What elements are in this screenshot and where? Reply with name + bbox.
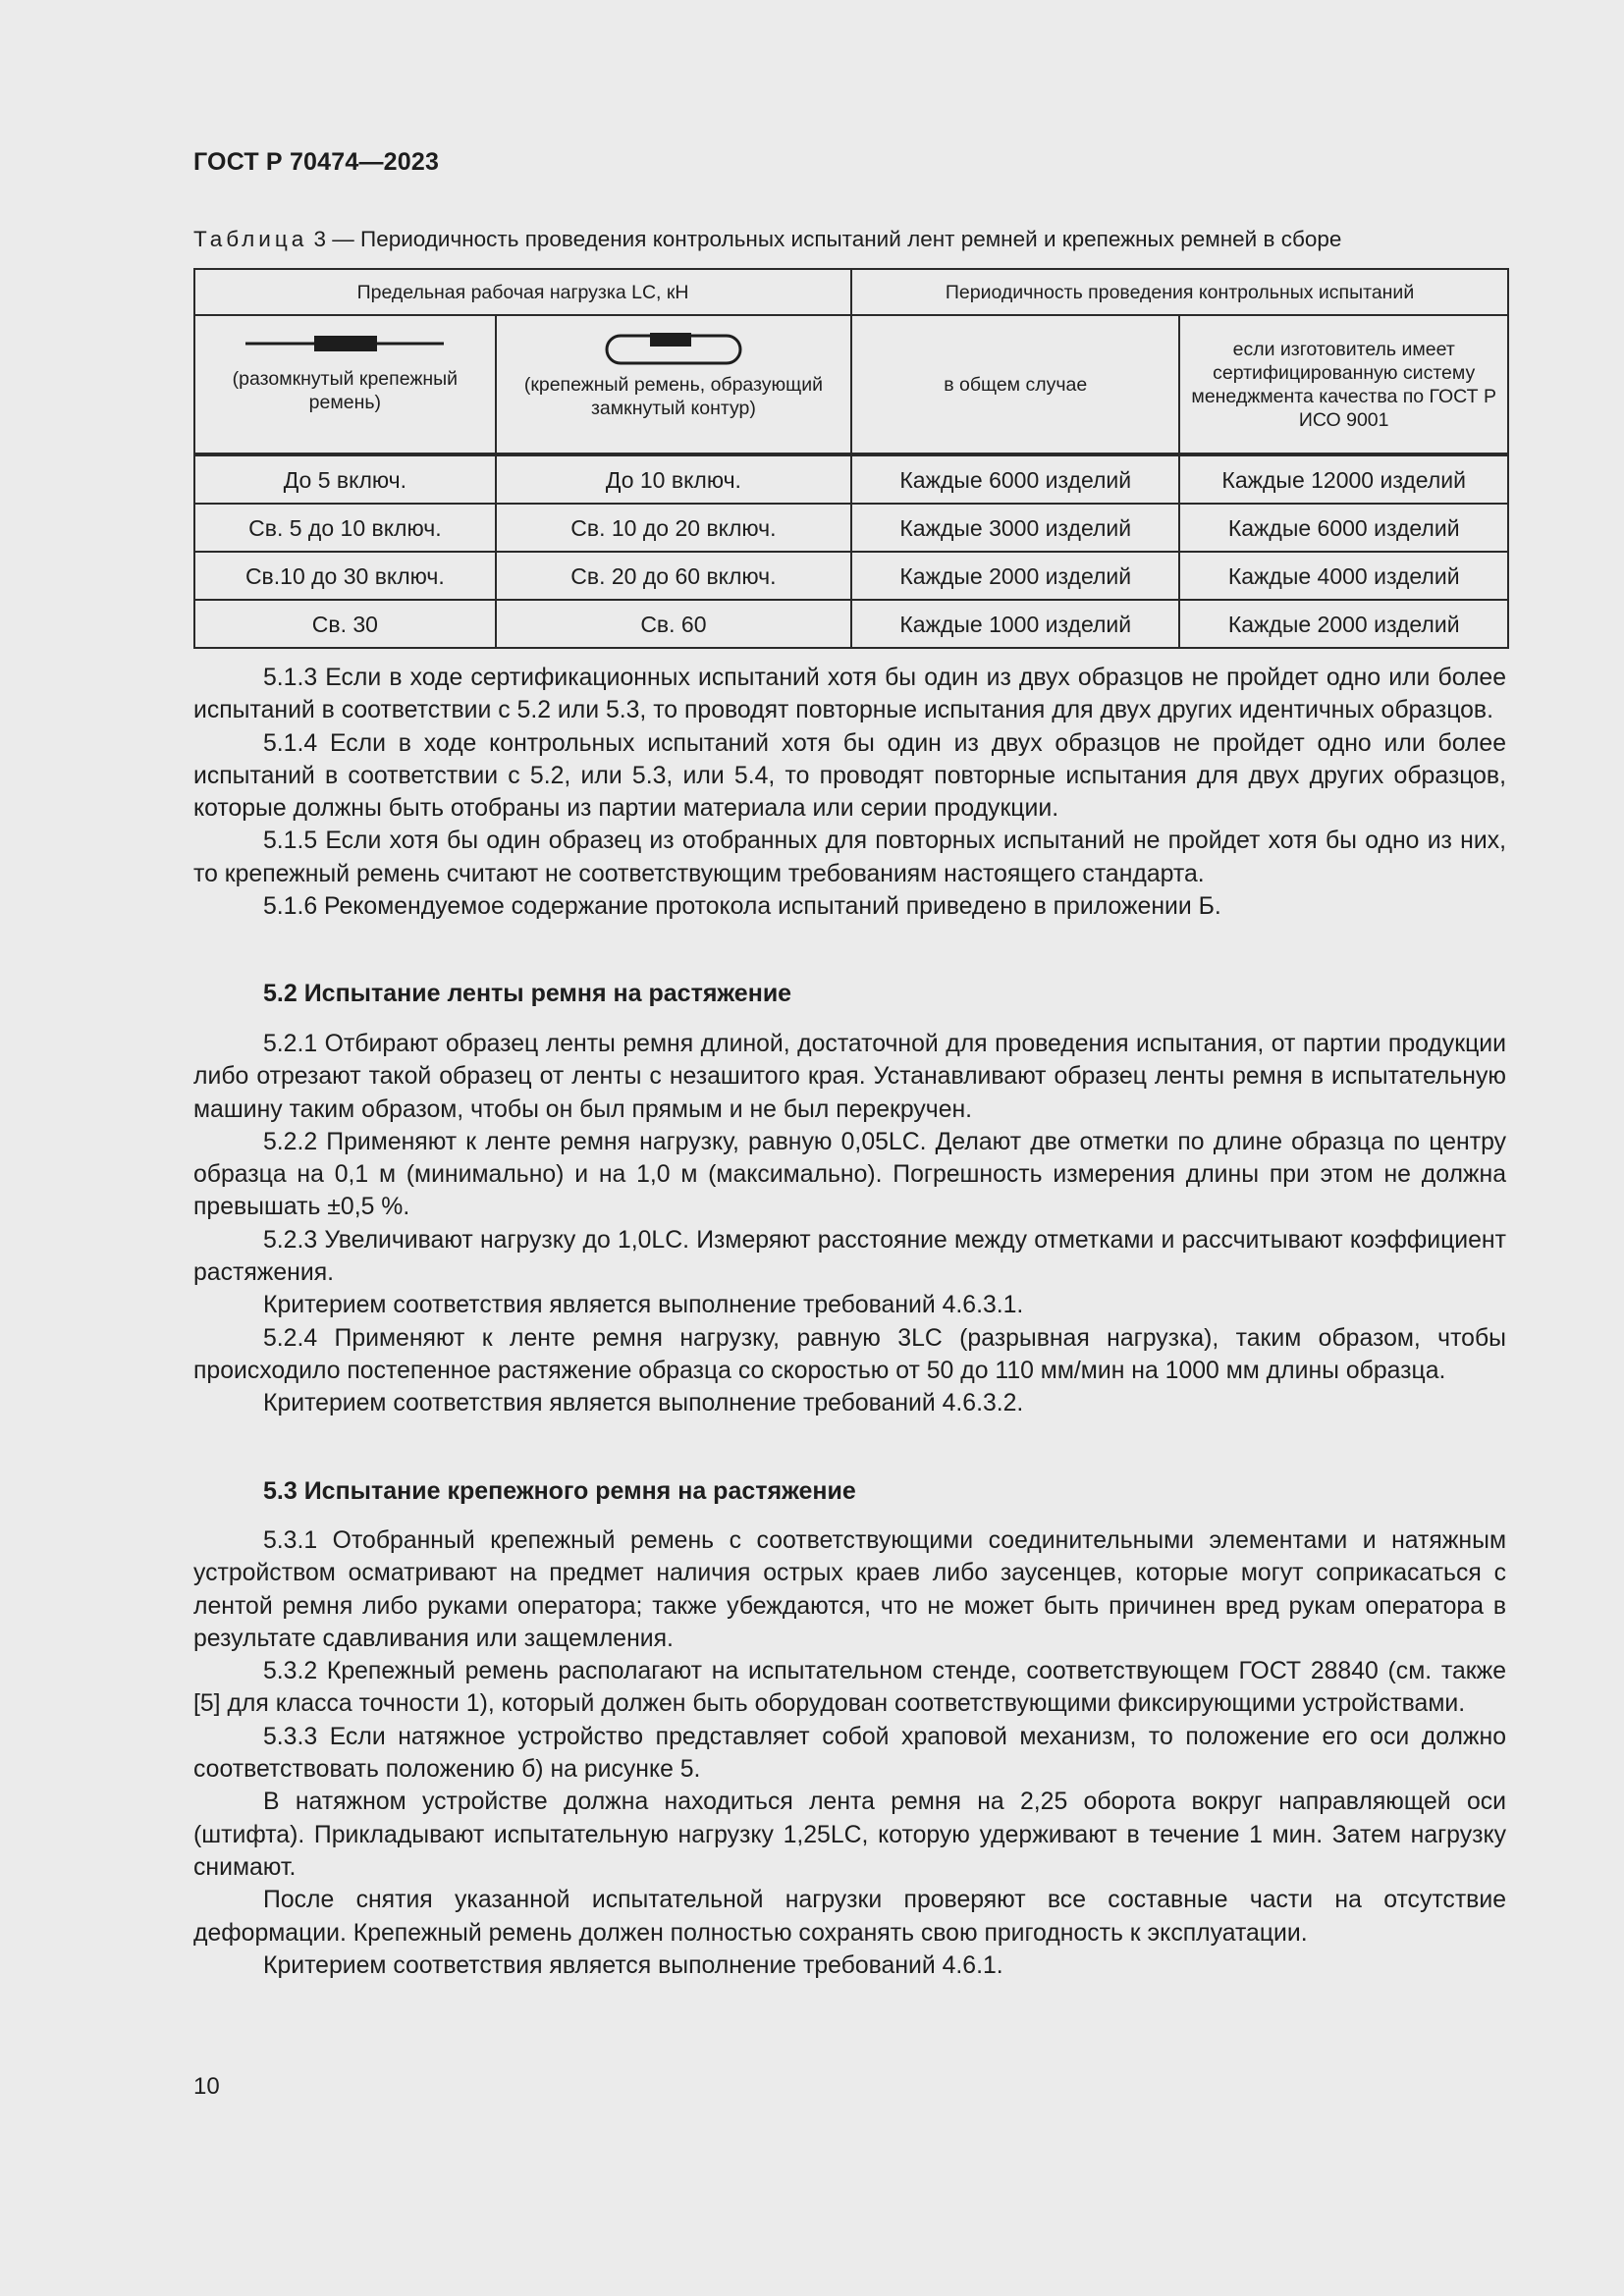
section-5-3-title: 5.3 Испытание крепежного ремня на растяжение bbox=[263, 1477, 856, 1505]
table-subheader-row bbox=[194, 315, 1508, 454]
table-cell: Каждые 6000 изделий bbox=[1179, 504, 1508, 552]
table-header-row bbox=[194, 269, 1508, 315]
paragraph: Критерием соответствия является выполнение требований 4.6.3.2. bbox=[263, 1390, 1024, 1417]
subheader-closed-strap bbox=[496, 315, 851, 454]
section-5-2-title: 5.2 Испытание ленты ремня на растяжение bbox=[263, 980, 792, 1007]
paragraph: 5.2.4 Применяют к ленте ремня нагрузку, равную 3LC (разрывная нагрузка), таким образом, чтобы происходило постепенное растяжение образца со скоростью от 50 до 110 мм/мин на 1000 мм длины образца. bbox=[193, 1324, 1506, 1384]
table-row bbox=[194, 552, 1508, 600]
table-cell: Св. 60 bbox=[496, 600, 851, 648]
table-caption bbox=[193, 227, 1341, 252]
table-cell: Св. 20 до 60 включ. bbox=[496, 552, 851, 600]
page-number: 10 bbox=[193, 2073, 220, 2100]
subheader-certified-qms: если изготовитель имеет сертифицированную систему менеджмента качества по ГОСТ Р ИСО 9001 bbox=[1179, 315, 1508, 454]
clause-5-3-block bbox=[193, 1524, 1506, 1982]
header-test-interval: Периодичность проведения контрольных испытаний bbox=[851, 269, 1508, 315]
paragraph: Критерием соответствия является выполнение требований 4.6.3.1. bbox=[263, 1292, 1024, 1319]
clause-5-2-block bbox=[193, 1028, 1506, 1420]
closed-loop-strap-icon bbox=[605, 330, 742, 365]
intervals-table bbox=[193, 268, 1509, 649]
table-cell: Св.10 до 30 включ. bbox=[194, 552, 496, 600]
table-caption-text: 3 — Периодичность проведения контрольных испытаний лент ремней и крепежных ремней в сборе bbox=[313, 227, 1342, 251]
paragraph: 5.2.3 Увеличивают нагрузку до 1,0LC. Измеряют расстояние между отметками и рассчитывают коэффициент растяжения. bbox=[193, 1226, 1506, 1287]
paragraph: 5.2.1 Отбирают образец ленты ремня длиной, достаточной для проведения испытания, от партии продукции либо отрезают такой образец от ленты с незашитого края. Устанавливают образец ленты ремня в испытательную машину таким образом, чтобы он был прямым и не был перекручен. bbox=[193, 1031, 1506, 1123]
table-cell: Св. 10 до 20 включ. bbox=[496, 504, 851, 552]
paragraph: 5.1.4 Если в ходе контрольных испытаний хотя бы один из двух образцов не пройдет одно или более испытаний в соответствии с 5.2, или 5.3, или 5.4, то проводят повторные испытания для двух других образцов, которые должны быть отобраны из партии материала или серии продукции. bbox=[193, 729, 1506, 823]
paragraph: В натяжном устройстве должна находиться лента ремня на 2,25 оборота вокруг направляющей оси (штифта). Прикладывают испытательную нагрузку 1,25LC, которую удерживают в течение 1 мин. Затем нагрузку снимают. bbox=[193, 1789, 1506, 1881]
clause-5-1-block bbox=[193, 662, 1506, 923]
table-cell: Каждые 2000 изделий bbox=[851, 552, 1179, 600]
subheader-open-strap bbox=[194, 315, 496, 454]
paragraph: 5.3.1 Отобранный крепежный ремень с соответствующими соединительными элементами и натяжным устройством осматривают на предмет наличия острых краев либо заусенцев, которые могут соприкасаться с лентой ремня либо руками оператора; также убеждаются, что не может быть причинен вред рукам оператора в результате сдавливания или защемления. bbox=[193, 1527, 1506, 1652]
table-cell: До 10 включ. bbox=[496, 455, 851, 504]
document-code: ГОСТ Р 70474—2023 bbox=[193, 148, 440, 176]
table-row bbox=[194, 455, 1508, 504]
paragraph: 5.1.3 Если в ходе сертификационных испытаний хотя бы один из двух образцов не пройдет одно или более испытаний в соответствии с 5.2 или 5.3, то проводят повторные испытания для двух других идентичных образцов. bbox=[193, 665, 1506, 724]
paragraph: 5.3.2 Крепежный ремень располагают на испытательном стенде, соответствующем ГОСТ 28840 (см. также [5] для класса точности 1), который должен быть оборудован соответствующими фиксирующими устройствами. bbox=[193, 1658, 1506, 1718]
table-cell: До 5 включ. bbox=[194, 455, 496, 504]
paragraph: Критерием соответствия является выполнение требований 4.6.1. bbox=[263, 1951, 1003, 1979]
open-strap-label: (разомкнутый крепежный ремень) bbox=[232, 368, 459, 413]
paragraph: 5.1.5 Если хотя бы один образец из отобранных для повторных испытаний не пройдет хотя бы одно из них, то крепежный ремень считают не соответствующим требованиям настоящего стандарта. bbox=[193, 828, 1506, 887]
table-cell: Каждые 1000 изделий bbox=[851, 600, 1179, 648]
table-cell: Каждые 4000 изделий bbox=[1179, 552, 1508, 600]
paragraph: 5.2.2 Применяют к ленте ремня нагрузку, равную 0,05LC. Делают две отметки по длине образца по центру образца на 0,1 м (минимально) и на 1,0 м (максимально). Погрешность измерения длины при этом не должна превышать ±0,5 %. bbox=[193, 1128, 1506, 1221]
paragraph: 5.3.3 Если натяжное устройство представляет собой храповой механизм, то положение его оси должно соответствовать положению б) на рисунке 5. bbox=[193, 1723, 1506, 1784]
paragraph: После снятия указанной испытательной нагрузки проверяют все составные части на отсутствие деформации. Крепежный ремень должен полностью сохранять свою пригодность к эксплуатации. bbox=[193, 1887, 1506, 1947]
table-cell: Каждые 3000 изделий bbox=[851, 504, 1179, 552]
closed-strap-label: (крепежный ремень, образующий замкнутый контур) bbox=[523, 374, 823, 419]
table-row bbox=[194, 504, 1508, 552]
header-load-limit: Предельная рабочая нагрузка LC, кН bbox=[194, 269, 851, 315]
table-row bbox=[194, 600, 1508, 648]
table-cell: Св. 30 bbox=[194, 600, 496, 648]
table-cell: Каждые 6000 изделий bbox=[851, 455, 1179, 504]
subheader-general-case: в общем случае bbox=[851, 315, 1179, 454]
table-caption-label: Таблица bbox=[193, 227, 308, 251]
table-cell: Св. 5 до 10 включ. bbox=[194, 504, 496, 552]
paragraph: 5.1.6 Рекомендуемое содержание протокола испытаний приведено в приложении Б. bbox=[263, 893, 1221, 921]
table-cell: Каждые 2000 изделий bbox=[1179, 600, 1508, 648]
table-cell: Каждые 12000 изделий bbox=[1179, 455, 1508, 504]
open-strap-icon bbox=[244, 334, 446, 353]
